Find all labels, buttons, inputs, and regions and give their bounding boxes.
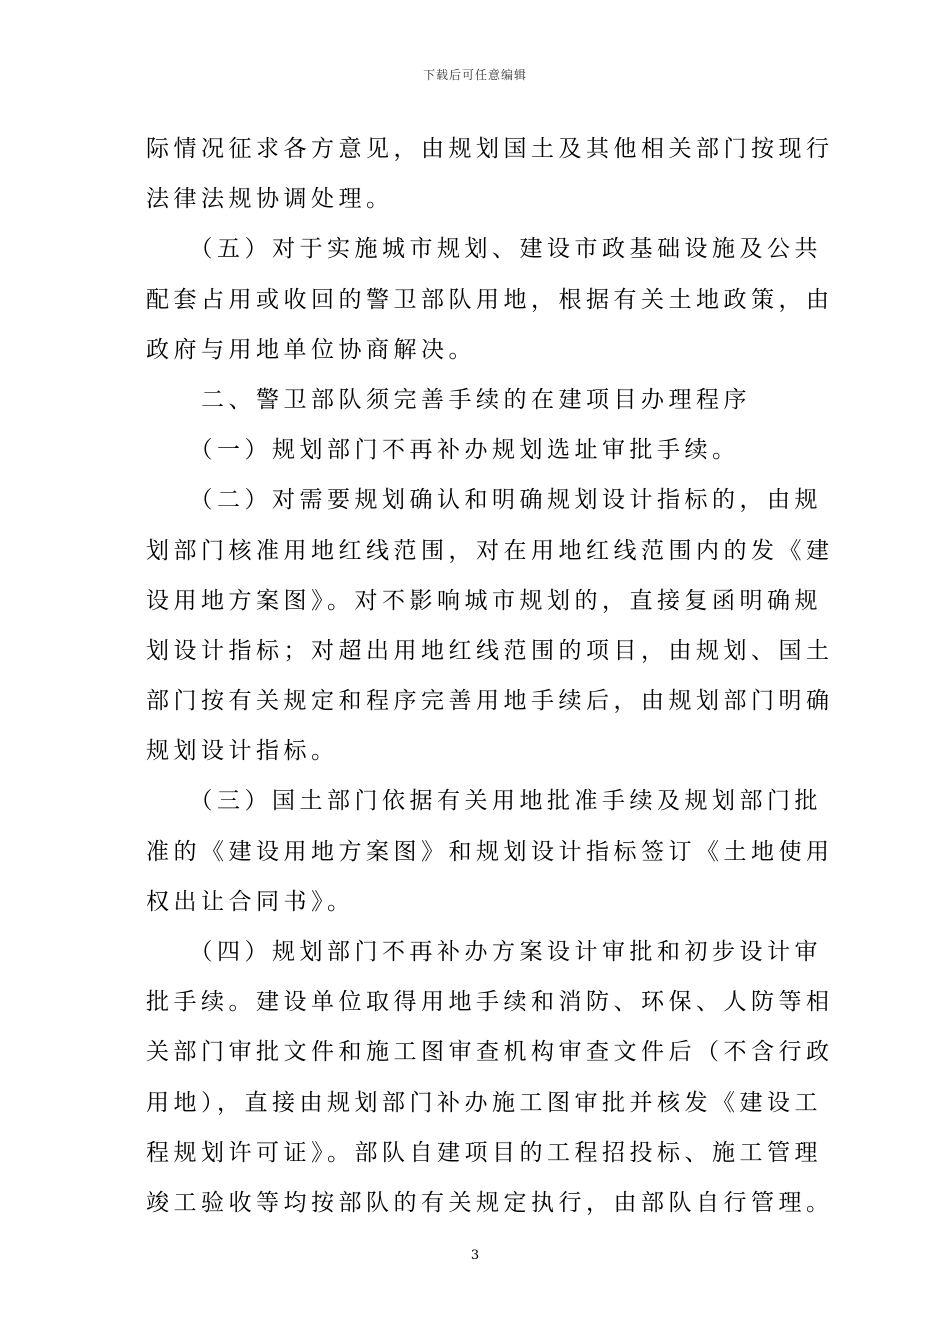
text-line: 准的《建设用地方案图》和规划设计指标签订《土地使用 bbox=[146, 838, 834, 865]
section-heading-line: 二、警卫部队须完善手续的在建项目办理程序 bbox=[146, 386, 751, 413]
text-line: 设用地方案图》。对不影响城市规划的，直接复函明确规 bbox=[146, 587, 822, 614]
text-line: （一）规划部门不再补办规划选址审批手续。 bbox=[146, 437, 740, 464]
text-line: （五）对于实施城市规划、建设市政基础设施及公共 bbox=[146, 236, 822, 263]
text-line: （四）规划部门不再补办方案设计审批和初步设计审 bbox=[146, 939, 822, 965]
body-text bbox=[146, 124, 834, 1228]
text-line: 部门按有关规定和程序完善用地手续后，由规划部门明确 bbox=[146, 688, 834, 715]
text-line: 际情况征求各方意见，由规划国土及其他相关部门按现行 bbox=[146, 136, 834, 162]
text-line: （三）国土部门依据有关用地批准手续及规划部门批 bbox=[146, 788, 822, 815]
text-line: 竣工验收等均按部队的有关规定执行，由部队自行管理。 bbox=[146, 1189, 834, 1216]
text-line: （二）对需要规划确认和明确规划设计指标的，由规 bbox=[146, 487, 822, 514]
text-line: 关部门审批文件和施工图审查机构审查文件后（不含行政 bbox=[146, 1039, 834, 1066]
text-line: 划部门核准用地红线范围，对在用地红线范围内的发《建 bbox=[146, 537, 834, 564]
text-line: 划设计指标；对超出用地红线范围的项目，由规划、国土 bbox=[146, 637, 834, 664]
document-body bbox=[146, 124, 834, 1228]
text-line: 法律法规协调处理。 bbox=[146, 186, 394, 213]
page-number: 3 bbox=[470, 1248, 480, 1263]
page-header: 下载后可任意编辑 bbox=[422, 68, 527, 82]
text-line: 用地），直接由规划部门补办施工图审批并核发《建设工 bbox=[146, 1089, 822, 1116]
text-line: 配套占用或收回的警卫部队用地，根据有关土地政策，由 bbox=[146, 286, 834, 313]
text-line: 规划设计指标。 bbox=[146, 738, 339, 765]
text-line: 政府与用地单位协商解决。 bbox=[146, 336, 476, 363]
text-line: 批手续。建设单位取得用地手续和消防、环保、人防等相 bbox=[146, 989, 834, 1016]
text-line: 程规划许可证》。部队自建项目的工程招投标、施工管理 bbox=[146, 1139, 822, 1166]
text-line: 权出让合同书》。 bbox=[146, 888, 355, 915]
